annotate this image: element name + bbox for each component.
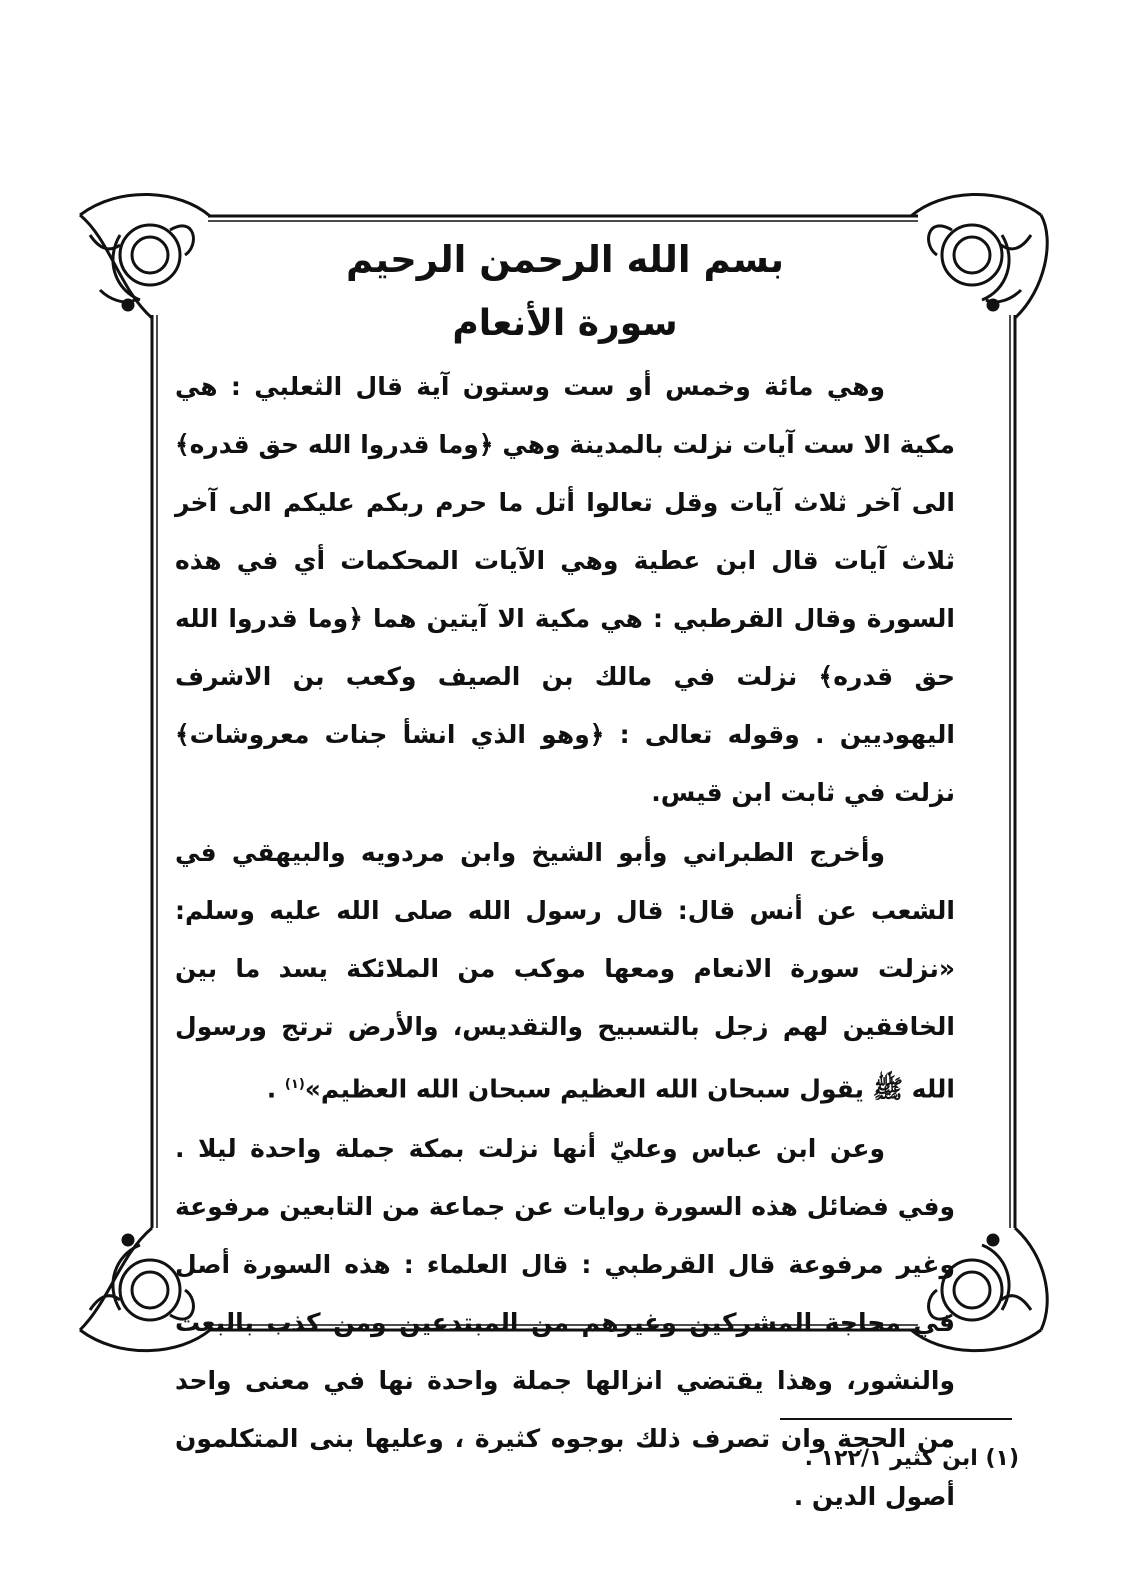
surah-title: سورة الأنعام [452, 303, 678, 344]
paragraph-virtues: وعن ابن عباس وعليّ أنها نزلت بمكة جملة واحدة ليلا . وفي فضائل هذه السورة روايات عن جماعة من التابعين مرفوعة وغير مرفوعة قال القرطبي : قال العلماء : هذه السورة أصل في محاجة المشركين وغيرهم من المبتدعين ومن كذب بالبعث والنشور، وهذا يقتضي انزالها جملة واحدة نها في معنى واحد من الحجة وان تصرف ذلك بوجوه كثيرة ، وعليها بنى المتكلمون أصول الدين . [175, 1134, 955, 1512]
footnote-reference: (١) [284, 1077, 305, 1092]
footnote: (١) ابن كثير ١٢٢/١ . [804, 1446, 1019, 1471]
paragraph-hadith-end: . [266, 1074, 285, 1104]
paragraph-intro: وهي مائة وخمس أو ست وستون آية قال الثعلبي : هي مكية الا ست آيات نزلت بالمدينة وهي ﴿وما قدروا الله حق قدره﴾ الى آخر ثلاث آيات وقل تعالوا أتل ما حرم ربكم عليكم الى آخر ثلاث آيات قال ابن عطية وهي الآيات المحكمات أي في هذه السورة وقال القرطبي : هي مكية الا آيتين هما ﴿وما قدروا الله حق قدره﴾ نزلت في مالك بن الصيف وكعب بن الاشرف اليهوديين . وقوله تعالى : ﴿وهو الذي انشأ جنات معروشات﴾ نزلت في ثابت ابن قيس. [175, 372, 955, 807]
footnote-divider [780, 1418, 1012, 1420]
paragraph-hadith [175, 824, 955, 1118]
basmala-heading: بسم الله الرحمن الرحيم [345, 238, 785, 281]
paragraph-hadith-text: وأخرج الطبراني وأبو الشيخ وابن مردويه والبيهقي في الشعب عن أنس قال: قال رسول الله صلى الله عليه وسلم: «نزلت سورة الانعام ومعها موكب من الملائكة يسد ما بين الخافقين لهم زجل بالتسبيح والتقديس، والأرض ترتج ورسول الله ﷺ يقول سبحان الله العظيم سبحان الله العظيم» [175, 838, 955, 1104]
